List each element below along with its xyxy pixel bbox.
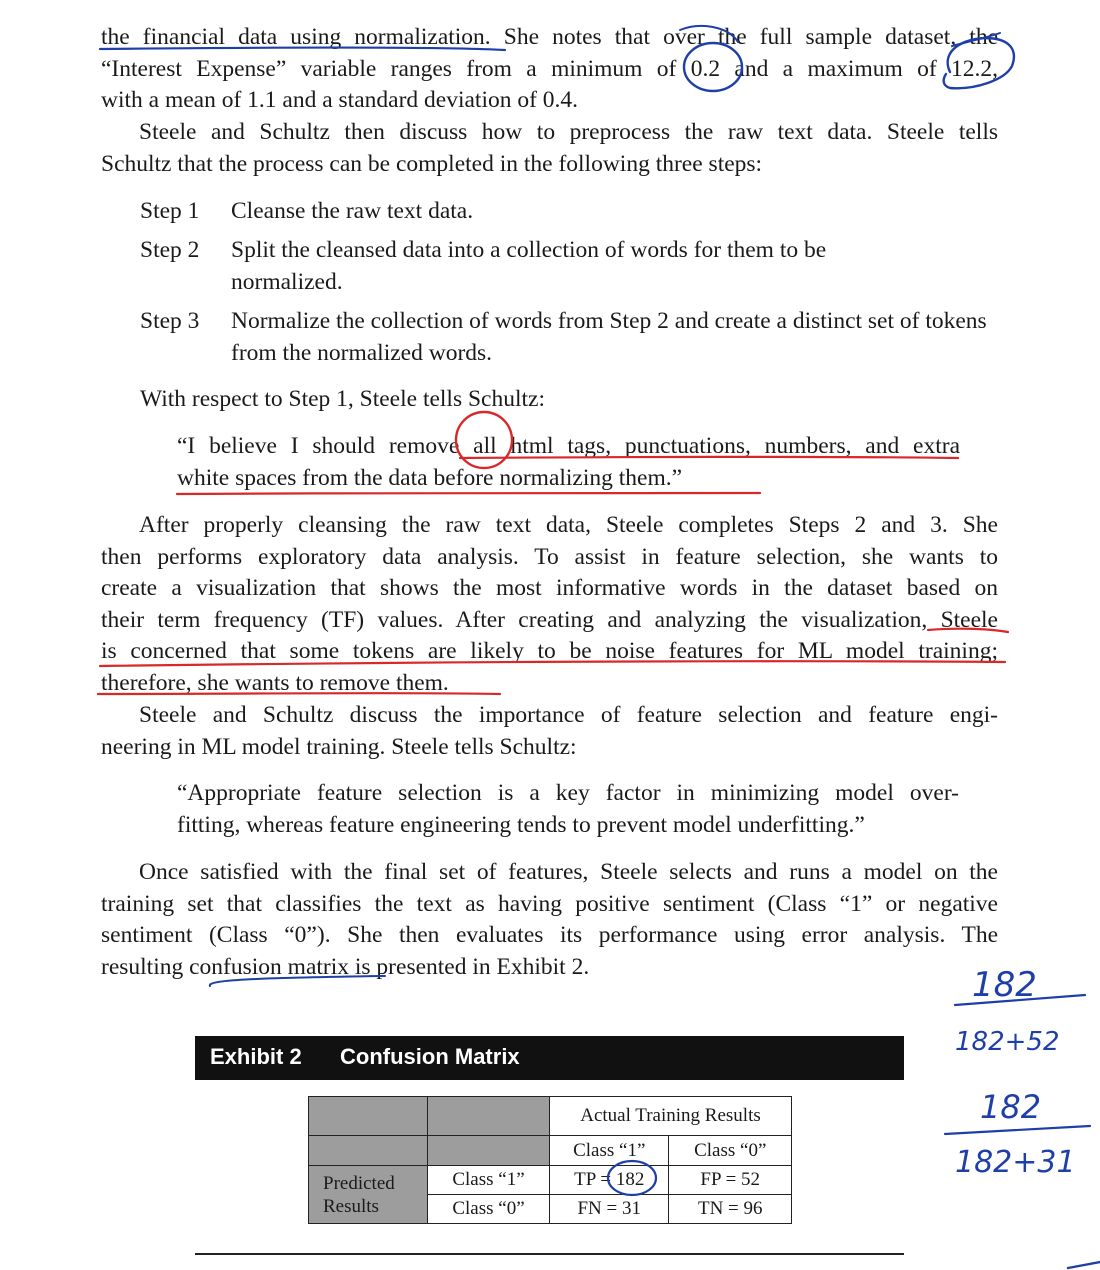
paragraph-normalization [101, 22, 998, 117]
predicted-results-header: Predicted Results [309, 1166, 428, 1224]
handwritten-numerator-2: 182 [980, 1088, 1042, 1126]
handwritten-denominator-2: 182+31 [955, 1145, 1076, 1180]
exhibit-label: Exhibit 2 [210, 1044, 302, 1069]
exhibit-header-bar [195, 1036, 904, 1080]
text-line: Once satisfied with the final set of features, Steele selects and runs a model on the [139, 859, 998, 885]
quote-remove-tags [177, 431, 960, 494]
text-line: white spaces from the data before normalizing them.” [177, 464, 683, 491]
column-header-class1: Class “1” [550, 1136, 669, 1166]
step-label: Step 2 [140, 237, 200, 263]
text-line: create a visualization that shows the most informative words in the dataset based on [101, 575, 998, 601]
cell-tn: TN = 96 [669, 1195, 792, 1224]
handwritten-denominator-1: 182+52 [955, 1027, 1060, 1057]
cell-fn: FN = 31 [550, 1195, 669, 1224]
exhibit-bottom-rule [195, 1253, 904, 1255]
fraction-bar-1 [955, 995, 1085, 1005]
paragraph-preprocess [101, 117, 998, 180]
text-line: Steele and Schultz discuss the importance of feature selection and feature engi- [139, 702, 998, 728]
text-line: their term frequency (TF) values. After creating and analyzing the visualization, Steele [101, 606, 998, 633]
edge-ink-mark [1068, 1262, 1100, 1268]
paragraph-sentiment-model [101, 857, 998, 983]
text-line: “Interest Expense” variable ranges from a minimum of 0.2 and a maximum of 12.2, [101, 55, 998, 82]
corner-cell [428, 1136, 550, 1166]
text-line: training set that classifies the text as having positive sentiment (Class “1” or negative [101, 890, 998, 917]
text-line: Schultz that the process can be completed in the following three steps: [101, 150, 763, 177]
text-line: After properly cleansing the raw text data, Steele completes Steps 2 and 3. She [139, 512, 998, 538]
corner-cell [309, 1097, 428, 1136]
text-line: resulting confusion matrix is presented in Exhibit 2. [101, 953, 590, 980]
quote-feature-selection [177, 778, 959, 841]
exhibit-title: Confusion Matrix [340, 1044, 520, 1069]
corner-cell [309, 1136, 428, 1166]
step-label: Step 3 [140, 308, 200, 334]
row-header-class0: Class “0” [428, 1195, 550, 1224]
step-text: Split the cleansed data into a collection of words for them to be normalized. [231, 237, 827, 295]
text-line: Steele and Schultz then discuss how to preprocess the raw text data. Steele tells [139, 119, 998, 145]
row-header-class1: Class “1” [428, 1166, 550, 1195]
paragraph-feature-engineering [101, 700, 998, 763]
step-text: Normalize the collection of words from Step 2 and create a distinct set of tokens from the normalized words. [231, 308, 987, 366]
text-line: “I believe I should remove all html tags, punctuations, numbers, and extra [177, 433, 960, 459]
cell-tp: TP = 182 [550, 1166, 669, 1195]
fraction-bar-2 [945, 1126, 1090, 1134]
actual-results-header: Actual Training Results [550, 1097, 792, 1136]
corner-cell [428, 1097, 550, 1136]
text-line: fitting, whereas feature engineering tends to prevent model underfitting.” [177, 811, 865, 838]
step-label: Step 1 [140, 198, 200, 224]
step-text: Cleanse the raw text data. [231, 198, 474, 224]
text-line: then performs exploratory data analysis. To assist in feature selection, she wants to [101, 543, 998, 570]
confusion-matrix-table [308, 1096, 792, 1224]
column-header-class0: Class “0” [669, 1136, 792, 1166]
cell-fp: FP = 52 [669, 1166, 792, 1195]
text-line: therefore, she wants to remove them. [101, 669, 449, 696]
text-line: with a mean of 1.1 and a standard deviation of 0.4. [101, 87, 579, 113]
handwritten-numerator-1: 182 [972, 965, 1037, 1005]
text-line: “Appropriate feature selection is a key factor in minimizing model over- [177, 780, 959, 806]
paragraph-visualization [101, 510, 998, 699]
text-line: is concerned that some tokens are likely to be noise features for ML model training; [101, 638, 998, 664]
text-line: the financial data using normalization. She notes that over the full sample dataset, the [101, 24, 998, 50]
text-line: sentiment (Class “0”). She then evaluates its performance using error analysis. The [101, 922, 998, 948]
text-line: neering in ML model training. Steele tells Schultz: [101, 733, 577, 760]
step1-intro: With respect to Step 1, Steele tells Schultz: [140, 386, 545, 412]
